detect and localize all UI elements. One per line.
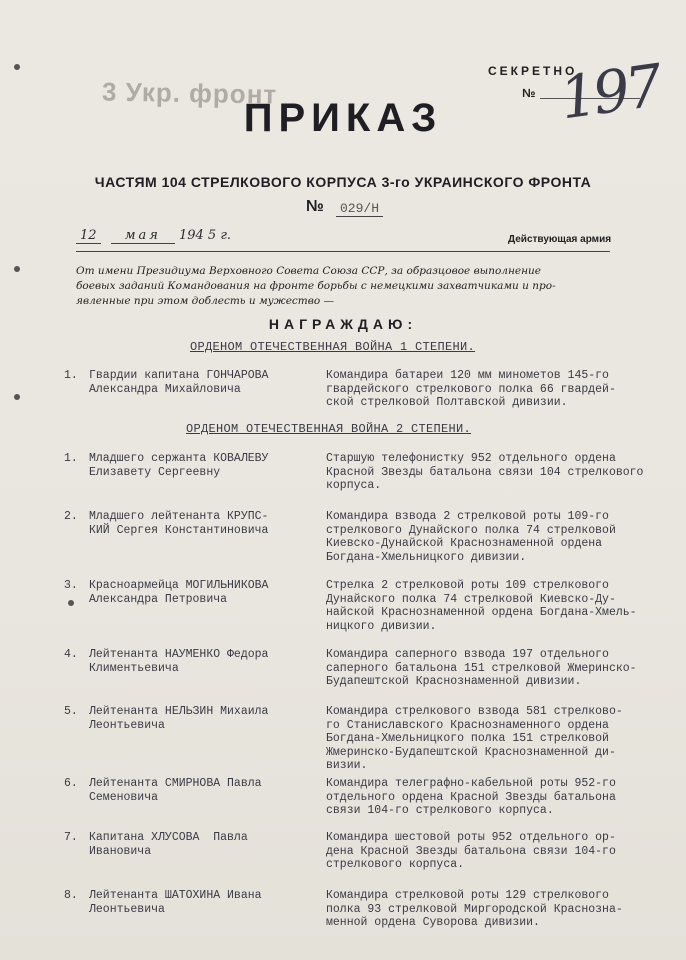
- entry-desc-line: полка 93 стрелковой Миргородской Краснозна-: [326, 902, 623, 916]
- entry-name-line: Елизавету Сергеевну: [89, 465, 221, 479]
- entry-name-line: Климентьевича: [89, 661, 179, 675]
- entry-name-line: Александра Петровича: [89, 592, 228, 606]
- entry-number: 4.: [64, 648, 78, 661]
- entry-name: [89, 510, 323, 537]
- entry-desc-line: Командира стрелкового взвода 581 стрелково-: [326, 705, 623, 718]
- entry-name-line: Семеновича: [89, 790, 159, 804]
- entry-desc-line: гвардейского стрелкового полка 66 гвардей-: [326, 382, 616, 396]
- handwritten-number: 197: [555, 51, 663, 133]
- entry-name: [89, 579, 323, 606]
- entry-desc-line: Киевско-Дунайской Краснознаменной ордена: [326, 537, 603, 551]
- entry-name-line: Младшего лейтенанта КРУПС-: [89, 510, 269, 523]
- entry-description: [326, 369, 686, 410]
- date-day: 12: [76, 228, 101, 244]
- army-label: Действующая армия: [508, 234, 612, 245]
- entry-desc-line: Командира шестовой роты 952 отдельного ор-: [326, 831, 616, 844]
- entry-name: [89, 777, 323, 804]
- entry-desc-line: Командира телеграфно-кабельной роты 952-го: [326, 777, 616, 790]
- entry-name: [89, 831, 323, 858]
- entry-desc-line: Стрелка 2 стрелковой роты 109 стрелкового: [326, 579, 609, 592]
- secret-number-label: №: [522, 86, 536, 100]
- preamble-line: боевых заданий Командования на фронте борьбы с немецкими захватчиками и про-: [76, 280, 556, 292]
- binder-hole: [14, 266, 20, 272]
- entry-desc-line: визии.: [326, 759, 368, 773]
- entry-name: [89, 369, 323, 396]
- entry-name-line: Гвардии капитана ГОНЧАРОВА: [89, 369, 269, 382]
- entry-description: [326, 889, 686, 930]
- entry-desc-line: Командира взвода 2 стрелковой роты 109-го: [326, 510, 609, 523]
- preamble-line: явленные при этом доблесть и мужество —: [76, 295, 335, 307]
- entry-desc-line: корпуса.: [326, 479, 382, 493]
- entry-number: 5.: [64, 705, 78, 718]
- entry-desc-line: связи 104-го стрелкового корпуса.: [326, 804, 554, 818]
- entry-name-line: Младшего сержанта КОВАЛЕВУ: [89, 452, 269, 465]
- front-stamp: 3 Укр. фронт: [101, 76, 278, 110]
- preamble: [76, 264, 610, 309]
- entry-number: 7.: [64, 831, 78, 844]
- award-heading: НАГРАЖДАЮ:: [268, 316, 418, 332]
- entry-number: 8.: [64, 889, 78, 902]
- entry-desc-line: Командира саперного взвода 197 отдельного: [326, 648, 609, 661]
- entry-name-line: Ивановича: [89, 844, 152, 858]
- entry-desc-line: Богдана-Хмельницкого полка 151 стрелковой: [326, 732, 609, 746]
- entry-name-line: Александра Михайловича: [89, 382, 241, 396]
- entry-desc-line: Дунайского полка 74 стрелковой Киевско-Ду-: [326, 592, 616, 606]
- preamble-line: От имени Президиума Верховного Совета Союза ССР, за образцовое выполнение: [76, 265, 542, 277]
- entry-desc-line: Будапештской Краснознаменной дивизии.: [326, 675, 582, 689]
- entry-name-line: Леонтьевича: [89, 718, 165, 732]
- entry-name: [89, 452, 323, 479]
- entry-desc-line: стрелкового Дунайского полка 74 стрелковой: [326, 523, 616, 537]
- entry-desc-line: Старшую телефонистку 952 отдельного ордена: [326, 452, 616, 465]
- entry-number: 1.: [64, 452, 78, 465]
- entry-desc-line: отдельного ордена Красной Звезды батальона: [326, 790, 616, 804]
- entry-number: 1.: [64, 369, 78, 382]
- date-year: 194 5 г.: [178, 228, 232, 243]
- entry-desc-line: Богдана-Хмельницкого дивизии.: [326, 550, 527, 564]
- date-month: мая: [111, 228, 175, 244]
- entry-name: [89, 705, 323, 732]
- entry-number: 3.: [64, 579, 78, 592]
- order-number-value: 029/Н: [336, 201, 383, 217]
- entry-description: [326, 831, 686, 872]
- entry-name-line: Капитана ХЛУСОВА Павла: [89, 831, 248, 844]
- order-date: [76, 228, 231, 244]
- entry-desc-line: Красной Звезды батальона связи 104 стрелкового: [326, 465, 644, 479]
- binder-hole: [68, 600, 74, 606]
- entry-desc-line: ницкого дивизии.: [326, 619, 437, 633]
- entry-desc-line: ской стрелковой Полтавской дивизии.: [326, 396, 568, 410]
- entry-desc-line: Жмеринско-Будапештской Краснознаменной ди-: [326, 745, 616, 759]
- entry-desc-line: Командира батареи 120 мм минометов 145-го: [326, 369, 609, 382]
- entry-desc-line: го Станиславского Краснознаменного ордена: [326, 718, 609, 732]
- entry-desc-line: найской Краснознаменной ордена Богдана-Хмель-: [326, 606, 637, 620]
- entry-name-line: Лейтенанта НАУМЕНКО Федора: [89, 648, 269, 661]
- entry-description: [326, 648, 686, 689]
- entry-description: [326, 579, 686, 633]
- entry-desc-line: саперного батальона 151 стрелковой Жмеринско-: [326, 661, 637, 675]
- entry-name-line: Красноармейца МОГИЛЬНИКОВА: [89, 579, 269, 592]
- entry-desc-line: Командира стрелковой роты 129 стрелкового: [326, 889, 609, 902]
- document-subtitle: ЧАСТЯМ 104 СТРЕЛКОВОГО КОРПУСА 3-го УКРАИНСКОГО ФРОНТА: [94, 174, 592, 190]
- entry-name: [89, 889, 323, 916]
- entry-name-line: Лейтенанта СМИРНОВА Павла: [89, 777, 262, 790]
- entry-name-line: Леонтьевича: [89, 902, 165, 916]
- order-number-label: №: [306, 198, 324, 215]
- entry-desc-line: дена Красной Звезды батальона связи 104-го: [326, 844, 616, 858]
- entry-name: [89, 648, 323, 675]
- entry-name-line: Лейтенанта ШАТОХИНА Ивана: [89, 889, 262, 902]
- entry-name-line: Лейтенанта НЕЛЬЗИН Михаила: [89, 705, 269, 718]
- entry-number: 2.: [64, 510, 78, 523]
- entry-desc-line: стрелкового корпуса.: [326, 858, 465, 872]
- entry-desc-line: менной ордена Суворова дивизии.: [326, 916, 540, 930]
- header-rule: [76, 251, 610, 252]
- section-heading-1st-degree: ОРДЕНОМ ОТЕЧЕСТВЕННАЯ ВОЙНА 1 СТЕПЕНИ.: [190, 340, 476, 354]
- binder-hole: [14, 64, 20, 70]
- entry-description: [326, 510, 686, 564]
- entry-description: [326, 777, 686, 818]
- entry-name-line: КИЙ Сергея Константиновича: [89, 523, 269, 537]
- document-title: ПРИКАЗ: [243, 96, 443, 140]
- binder-hole: [14, 394, 20, 400]
- entry-description: [326, 452, 686, 493]
- secret-label: СЕКРЕТНО: [488, 64, 578, 78]
- section-heading-2nd-degree: ОРДЕНОМ ОТЕЧЕСТВЕННАЯ ВОЙНА 2 СТЕПЕНИ.: [186, 422, 472, 436]
- entry-number: 6.: [64, 777, 78, 790]
- entry-description: [326, 705, 686, 773]
